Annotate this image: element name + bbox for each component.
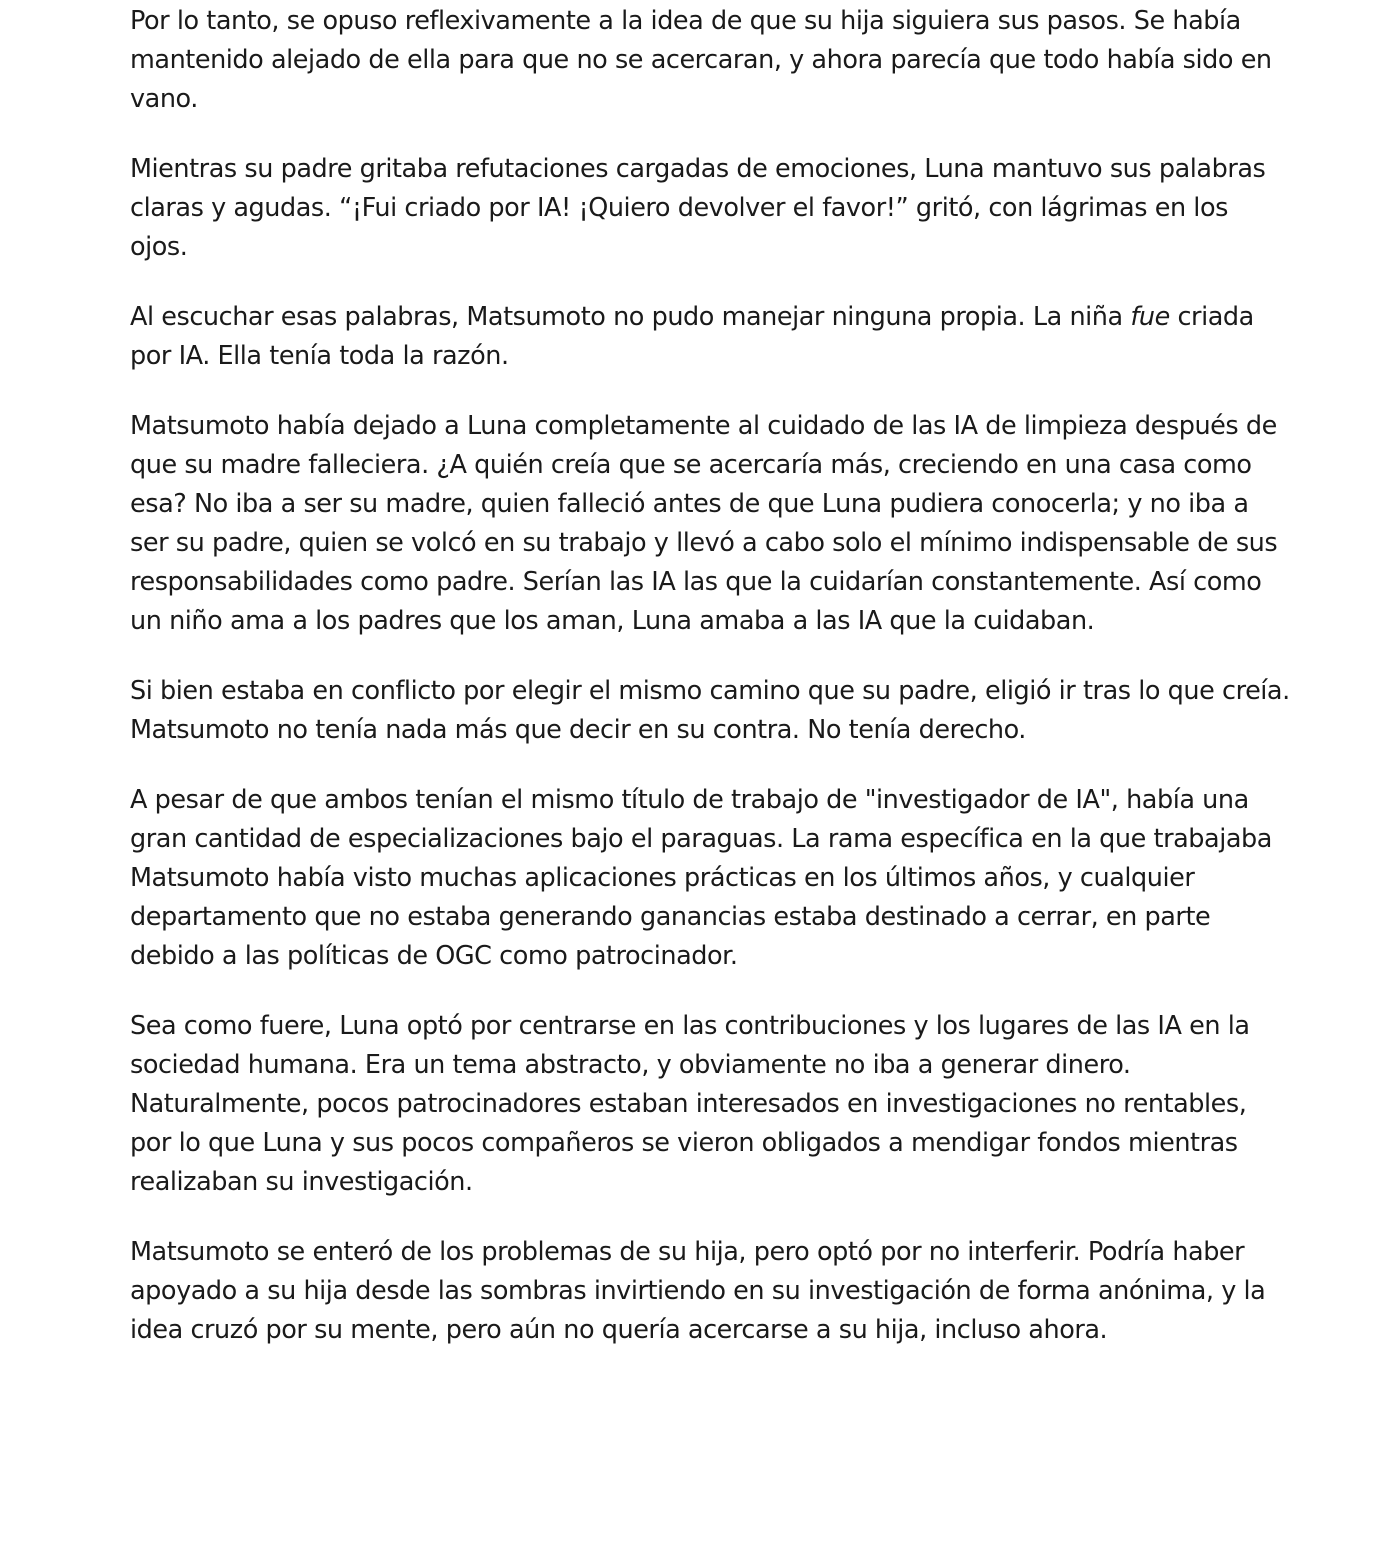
paragraph-1: Por lo tanto, se opuso reflexivamente a la idea de que su hija siguiera sus pasos. Se había mantenido alejado de ella para que no se acercaran, y ahora parecía que todo había sido en vano. bbox=[130, 6, 1272, 114]
paragraph-3-start: Al escuchar esas palabras, Matsumoto no pudo manejar ninguna propia. La niña bbox=[130, 302, 1131, 332]
paragraph-6: A pesar de que ambos tenían el mismo título de trabajo de "investigador de IA", había una gran cantidad de especializaciones bajo el paraguas. La rama específica en la que trabajaba Matsumoto había visto muchas aplicaciones prácticas en los últimos años, y cualquier departamento que no estaba generando ganancias estaba destinado a cerrar, en parte debido a las políticas de OGC como patrocinador. bbox=[130, 785, 1272, 971]
paragraph-8: Matsumoto se enteró de los problemas de su hija, pero optó por no interferir. Podría haber apoyado a su hija desde las sombras invirtiendo en su investigación de forma anónima, y la idea cruzó por su mente, pero aún no quería acercarse a su hija, incluso ahora. bbox=[130, 1237, 1266, 1345]
paragraph-7: Sea como fuere, Luna optó por centrarse en las contribuciones y los lugares de las IA en la sociedad humana. Era un tema abstracto, y obviamente no iba a generar dinero. Naturalmente, pocos patrocinadores estaban interesados en investigaciones no rentables, por lo que Luna y sus pocos compañeros se vieron obligados a mendigar fondos mientras realizaban su investigación. bbox=[130, 1011, 1250, 1197]
paragraph-3-end: criada por IA. Ella tenía toda la razón. bbox=[130, 302, 1254, 371]
document-body bbox=[130, 2, 1290, 1381]
emphasized-word: fue bbox=[1130, 302, 1170, 332]
paragraph-2: Mientras su padre gritaba refutaciones cargadas de emociones, Luna mantuvo sus palabras claras y agudas. “¡Fui criado por IA! ¡Quiero devolver el favor!” gritó, con lágrimas en los ojos. bbox=[130, 154, 1266, 262]
paragraph-5: Si bien estaba en conflicto por elegir el mismo camino que su padre, eligió ir tras lo que creía. Matsumoto no tenía nada más que decir en su contra. No tenía derecho. bbox=[130, 676, 1290, 745]
paragraph-4: Matsumoto había dejado a Luna completamente al cuidado de las IA de limpieza después de que su madre falleciera. ¿A quién creía que se acercaría más, creciendo en una casa como esa? No iba a ser su madre, quien falleció antes de que Luna pudiera conocerla; y no iba a ser su padre, quien se volcó en su trabajo y llevó a cabo solo el mínimo indispensable de sus responsabilidades como padre. Serían las IA las que la cuidarían constantemente. Así como un niño ama a los padres que los aman, Luna amaba a las IA que la cuidaban. bbox=[130, 411, 1278, 636]
paragraph-3 bbox=[130, 298, 1290, 376]
